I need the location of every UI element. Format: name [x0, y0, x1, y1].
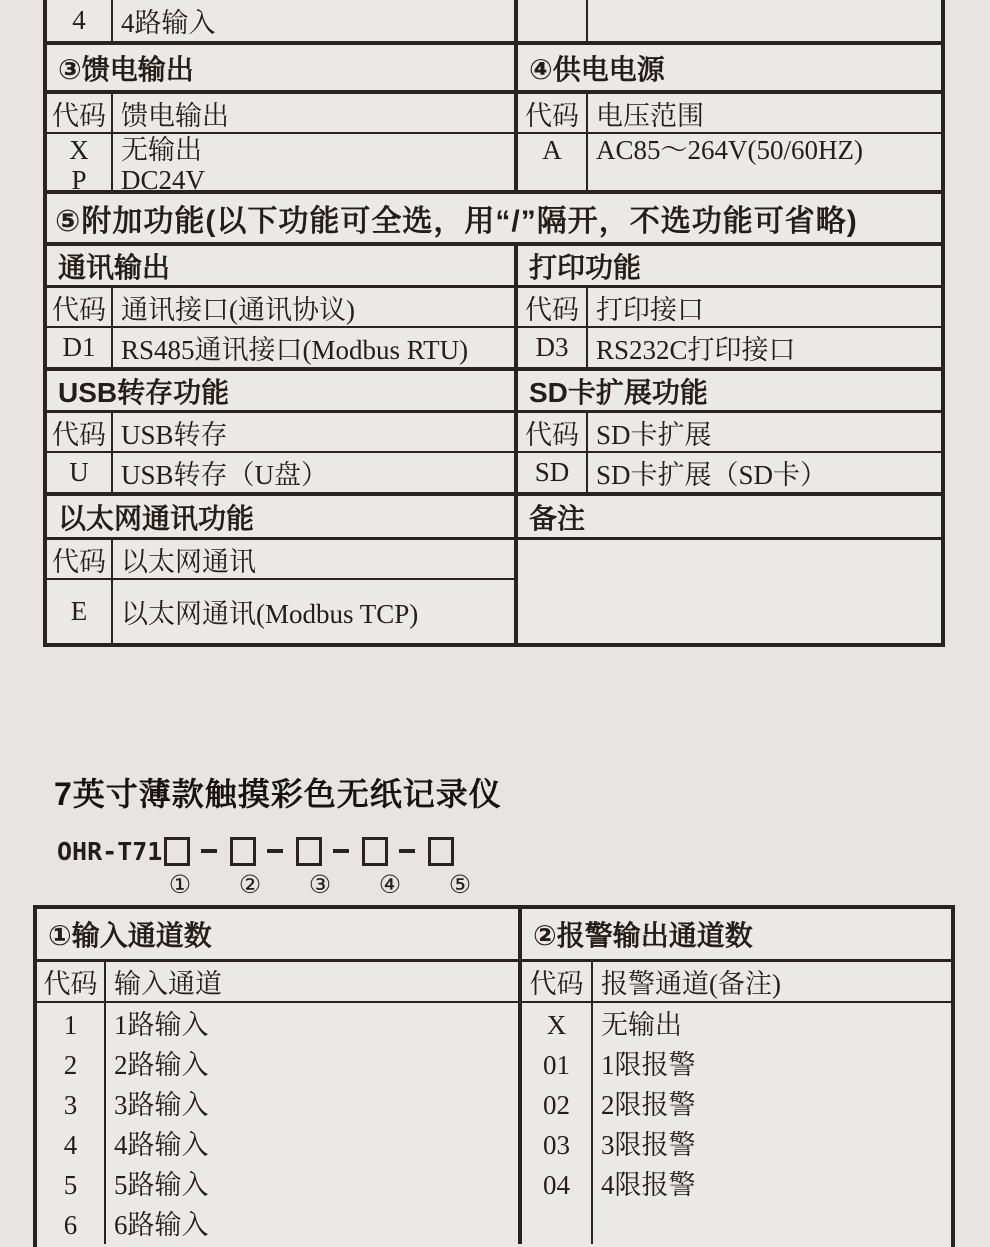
comm-values [47, 328, 518, 367]
code-value: 02 [543, 1090, 570, 1120]
dash-separator [201, 849, 217, 853]
code-header: 代码 [518, 413, 588, 451]
label-value: 以太网通讯(Modbus TCP) [121, 599, 419, 629]
carryover-row [47, 0, 941, 45]
code-header: 代码 [47, 540, 113, 578]
column-header-row [37, 962, 951, 1003]
model-code-row [57, 833, 454, 869]
remark-header: 备注 [529, 502, 586, 534]
code-header: 代码 [47, 288, 113, 326]
label-value: 4限报警 [601, 1170, 696, 1200]
code-value: A [542, 135, 562, 165]
label-value: USB转存（U盘） [121, 460, 329, 490]
label-cell [113, 134, 514, 190]
code-value: 5 [63, 1170, 78, 1200]
label-value: 2路输入 [114, 1050, 209, 1080]
ethernet-body [47, 540, 518, 643]
code-value: U [47, 453, 113, 492]
print-values [518, 328, 941, 367]
sd-header: SD卡扩展功能 [529, 376, 708, 408]
ethernet-column-headers [47, 540, 514, 580]
dash-separator [267, 849, 283, 853]
comm-header: 通讯输出 [47, 246, 518, 285]
section-1-header: ①输入通道数 [37, 909, 522, 959]
sec4-values [518, 134, 941, 190]
column-header-row [47, 413, 941, 453]
code-cell [37, 1003, 106, 1244]
code-value: 6 [63, 1210, 78, 1240]
ethernet-header: 以太网通讯功能 [47, 496, 518, 537]
code-value: 03 [543, 1130, 570, 1160]
print-column-headers [518, 288, 941, 326]
usb-column-headers [47, 413, 518, 451]
model-option-box-1 [164, 837, 190, 866]
label-value: RS485通讯接口(Modbus RTU) [121, 335, 469, 365]
print-header: 打印功能 [529, 251, 642, 283]
position-number-4: ④ [378, 870, 402, 899]
section-3-4-header-row [47, 45, 941, 94]
column-header: 输入通道 [114, 969, 222, 999]
model-prefix: OHR-T71 [57, 836, 163, 866]
label-value: 2限报警 [601, 1090, 696, 1120]
code-value: 2 [63, 1050, 78, 1080]
usb-values [47, 453, 518, 492]
column-header: 打印接口 [596, 294, 704, 325]
value-rows [37, 1003, 951, 1244]
position-number-2: ② [238, 870, 262, 899]
code-header: 代码 [47, 413, 113, 451]
ethernet-values [47, 580, 514, 643]
label-value: 6路输入 [114, 1210, 209, 1240]
code-cell: 4 [47, 0, 113, 41]
sd-column-headers [518, 413, 941, 451]
code-cell-empty [518, 0, 588, 41]
label-value: 无输出 [121, 135, 202, 165]
code-value: 01 [543, 1050, 570, 1080]
sec2-values [522, 1003, 951, 1244]
label-value: 1路输入 [114, 1010, 209, 1040]
code-header: 代码 [522, 962, 593, 1001]
value-row [47, 453, 941, 496]
model-option-box-4 [362, 837, 388, 866]
ethernet-remark-body-row [47, 540, 941, 643]
position-number-1: ① [168, 870, 192, 899]
comm-print-header-row [47, 246, 941, 288]
label-cell [106, 1003, 518, 1244]
section-1-2-header-row [37, 909, 951, 962]
label-value: 无输出 [601, 1010, 682, 1040]
ordering-table-upper [43, 0, 945, 647]
position-number-5: ⑤ [448, 870, 472, 899]
label-cell-empty [588, 0, 941, 41]
position-number-3: ③ [308, 870, 332, 899]
section-5-header-row [47, 194, 941, 246]
sec4-column-headers [518, 94, 941, 132]
label-value: 3限报警 [601, 1130, 696, 1160]
section-2-header: ②报警输出通道数 [533, 920, 753, 951]
sec1-values [37, 1003, 522, 1244]
code-value: SD [518, 453, 588, 492]
column-header: 电压范围 [596, 100, 704, 131]
code-header: 代码 [518, 94, 588, 132]
label-cell: 4路输入 [121, 8, 216, 38]
label-value: 5路输入 [114, 1170, 209, 1200]
sec2-column-headers [522, 962, 951, 1001]
code-header: 代码 [47, 94, 113, 132]
column-header: SD卡扩展 [596, 419, 712, 450]
ordering-table-lower [33, 905, 955, 1247]
model-option-box-3 [296, 837, 322, 866]
label-value: AC85～264V(50/60HZ) [596, 135, 863, 165]
code-header: 代码 [518, 288, 588, 326]
remark-empty-cell [518, 540, 941, 643]
code-value: 04 [543, 1170, 570, 1200]
value-row [47, 328, 941, 371]
sec3-values [47, 134, 518, 195]
section-4-header: ④供电电源 [529, 53, 665, 85]
code-cell [518, 134, 588, 190]
column-header-row [47, 94, 941, 134]
code-value: D3 [518, 328, 588, 367]
code-value: X [69, 135, 89, 165]
label-value: DC24V [121, 165, 206, 190]
code-value: E [47, 580, 113, 643]
ethernet-remark-header-row [47, 496, 941, 540]
label-cell [593, 1003, 951, 1244]
model-option-box-2 [230, 837, 256, 866]
code-value: D1 [47, 328, 113, 367]
usb-sd-header-row [47, 371, 941, 413]
code-value: 4 [63, 1130, 78, 1160]
label-value: 3路输入 [114, 1090, 209, 1120]
label-value: 1限报警 [601, 1050, 696, 1080]
label-value: RS232C打印接口 [596, 335, 796, 365]
section-3-header: ③馈电输出 [47, 45, 518, 90]
comm-column-headers [47, 288, 518, 326]
code-value: P [71, 165, 87, 195]
code-cell [522, 1003, 593, 1244]
column-header: 通讯接口(通讯协议) [121, 294, 355, 325]
label-value: 4路输入 [114, 1130, 209, 1160]
label-value: SD卡扩展（SD卡） [596, 460, 828, 490]
sec3-column-headers [47, 94, 518, 132]
carryover-left [47, 0, 518, 41]
column-header: 以太网通讯 [121, 546, 256, 577]
code-cell [47, 134, 113, 195]
sd-values [518, 453, 941, 492]
column-header: USB转存 [121, 419, 228, 450]
carryover-right [518, 0, 941, 41]
value-row [47, 134, 941, 194]
code-header: 代码 [37, 962, 106, 1001]
code-value: 3 [63, 1090, 78, 1120]
dash-separator [333, 849, 349, 853]
column-header: 馈电输出 [121, 100, 229, 131]
dash-separator [399, 849, 415, 853]
code-value: 1 [63, 1010, 78, 1040]
column-header: 报警通道(备注) [601, 969, 781, 999]
model-option-box-5 [428, 837, 454, 866]
column-header-row [47, 288, 941, 328]
usb-header: USB转存功能 [47, 371, 518, 410]
code-value: X [546, 1010, 567, 1040]
product-title: 7英寸薄款触摸彩色无纸记录仪 [54, 776, 502, 812]
label-cell [588, 134, 941, 190]
sec1-column-headers [37, 962, 522, 1001]
section-5-header: ⑤附加功能(以下功能可全选，用“/”隔开，不选功能可省略) [55, 205, 858, 238]
